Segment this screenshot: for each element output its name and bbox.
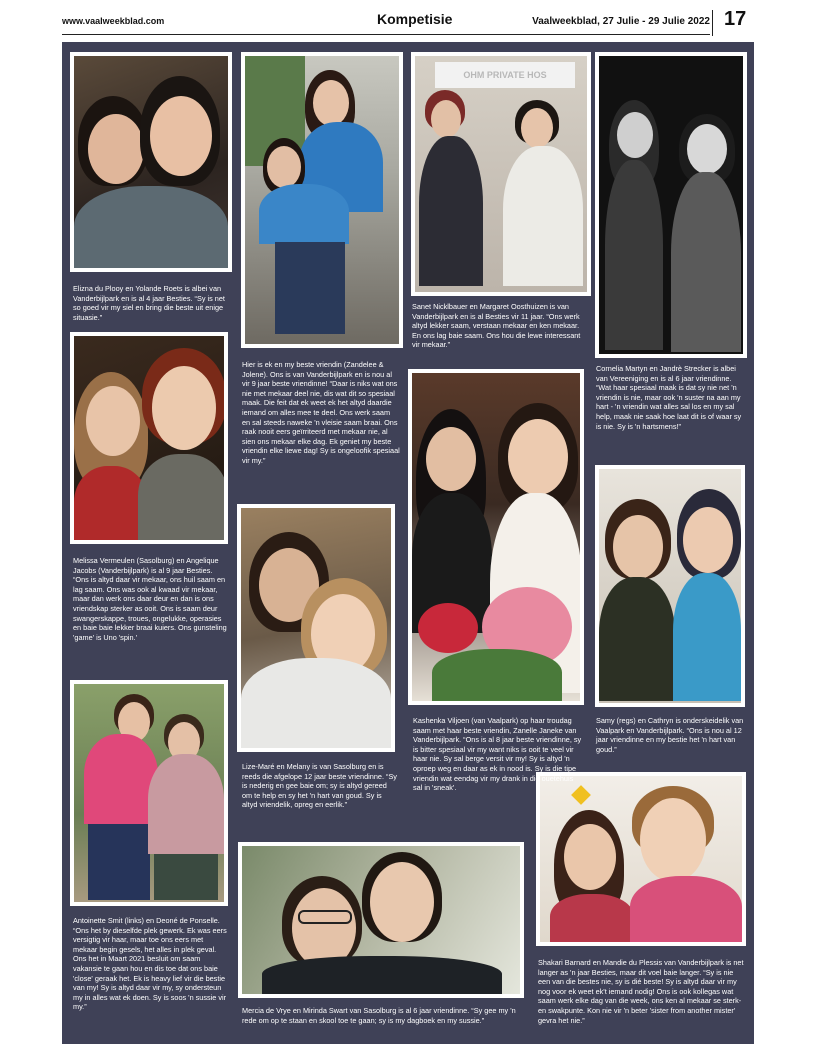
caption-kashenka-zanelle: Kashenka Viljoen (van Vaalpark) op haar troudag saam met haar beste vriendin, Zanelle Janeke van Vanderbijlpark. “Ons is al 8 jaar beste vriendinne, sy is bitter spesiaal vir my want niks is ooit te veel vir haar nie. Sy sal berge versit vir my! Sy is altyd 'n oproep weg en daar as ek in nood is. Sy is die tipe vriendin wat eendag vir my drank in die ouetehuis sal in 'sneak'.: [413, 716, 582, 793]
caption-melissa-angelique: Melissa Vermeulen (Sasolburg) en Angelique Jacobs (Vanderbijlpark) is al 9 jaar Besties. “Ons is altyd daar vir mekaar, ons huil saam en lag saam. Ons was ook al kwaad vir mekaar, maar dan werk ons daar deur en dan is ons vriendskap sterker as ooit. Ons is saam deur swangerskappe, troues, ongelukke, operasies en baie baie lekker braai kuiers. Ons gunsteling 'game' is Uno 'spin.': [73, 556, 227, 642]
website-url[interactable]: www.vaalweekblad.com: [62, 16, 165, 26]
caption-antoinette-deone: Antoinette Smit (links) en Deoné de Ponselle. “Ons het by dieselfde plek gewerk. Ek was eers versigtig vir haar, maar toe ons eers met mekaar begin gesels, het alles in plek geval. Ons het in Maart 2021 besluit om saam vakansie te gaan hou en dis toe dat ons baie 'close' geraak het. Ek is heavy lief vir die bestie van my! Sy is altyd daar vir my, sy ondersteun my in alles wat ek doen. Sy is soos 'n sussie vir my.”: [73, 916, 227, 1012]
photo-kashenka-zanelle[interactable]: [408, 369, 584, 705]
caption-mercia-mirinda: Mercia de Vrye en Mirinda Swart van Sasolburg is al 6 jaar vriendinne. “Sy gee my 'n rede om op te staan en skool toe te gaan; sy is my dagboek en my sussie.”: [242, 1006, 516, 1025]
photo-sanet-margaret[interactable]: [411, 52, 591, 296]
issue-date: Vaalweekblad, 27 Julie - 29 Julie 2022: [532, 16, 710, 27]
photo-zandelee-jolene[interactable]: [241, 52, 403, 348]
photo-elizna-yolande[interactable]: [70, 52, 232, 272]
clinic-sign: OHM PRIVATE HOS: [435, 62, 575, 88]
page-header: [62, 8, 752, 36]
caption-zandelee-jolene: Hier is ek en my beste vriendin (Zandelee & Jolene). Ons is van Vanderbijlpark en is nou al vir 9 jaar beste vriendinne! “Daar is niks wat ons nie met mekaar deel nie, dis wat dit so spesiaal maak. Die feit dat ek weet ek het altyd daardie iemand om alles mee te deel. Ons werk saam en sal steeds naweke 'n vleisie saam braai. Ons raak nooit eers geïrriteerd met mekaar nie, al sien ons mekaar elke dag. Ek geniet my beste vriendin elke liewe dag! Sy is ongeloofik spesiaal vir my.”: [242, 360, 400, 465]
photo-shakari-mandie[interactable]: [536, 772, 746, 946]
section-title: Kompetisie: [377, 11, 453, 27]
caption-elizna-yolande: Elizna du Plooy en Yolande Roets is albei van Vanderbijlpark en is al 4 jaar Besties. “Sy is net so goed vir my siel en bring die beste uit enige situasie.”: [73, 284, 225, 322]
page-number: 17: [724, 8, 747, 30]
header-rule: [62, 34, 710, 35]
caption-shakari-mandie: Shakari Barnard en Mandie du Plessis van Vanderbijlpark is net langer as 'n jaar Besties, maar dit voel baie langer. “Sy is nie een van die bestes nie, sy is dié beste! Sy is altyd daar vir my nog voor ek weet ek't iemand nodig! Ons is ook kollegas wat saam werk elke dag van die week, ons ken al mekaar se sterk- en swakpunte. Kon nie vir 'n beter 'sister from another mister' gevra het nie.”: [538, 958, 744, 1025]
caption-sanet-margaret: Sanet Nicklbauer en Margaret Oosthuizen is van Vanderbijlpark en is al Besties vir 11 jaar. “Ons werk altyd lekker saam, verstaan mekaar en ken mekaar. En ons lag baie saam. Ons hou die lewe interessant vir mekaar.”: [412, 302, 581, 350]
caption-cornelia-jandre: Cornelia Martyn en Jandrè Strecker is albei van Vereeniging en is al 6 jaar vriendinne. “Wat haar spesiaal maak is dat sy nie net 'n vriendin is nie, maar ook 'n suster na aan my hart - 'n vriendin wat alles sal los en my sal help, maak nie saak hoe laat dit is of waar sy is nie. Sy is 'n hartsmens!”: [596, 364, 742, 431]
photo-samy-cathryn[interactable]: [595, 465, 745, 707]
photo-cornelia-jandre[interactable]: [595, 52, 747, 358]
header-divider: [712, 10, 713, 36]
caption-samy-cathryn: Samy (regs) en Cathryn is onderskeidelik van Vaalpark en Vanderbijlpark. “Ons is nou al 12 jaar vriendinne en my bestie het 'n hart van goud.”: [596, 716, 744, 754]
photo-mercia-mirinda[interactable]: [238, 842, 524, 998]
photo-lize-mare-melany[interactable]: [237, 504, 395, 752]
caption-lize-mare-melany: Lize-Maré en Melany is van Sasolburg en is reeds die afgelope 12 jaar beste vriendinne. “Sy is nederig en gee baie om; sy is altyd gereed om te help en sy het 'n hart van goud. Sy is altyd vriendelik, opreg en eerlik.”: [242, 762, 397, 810]
photo-melissa-angelique[interactable]: [70, 332, 228, 544]
photo-antoinette-deone[interactable]: [70, 680, 228, 906]
